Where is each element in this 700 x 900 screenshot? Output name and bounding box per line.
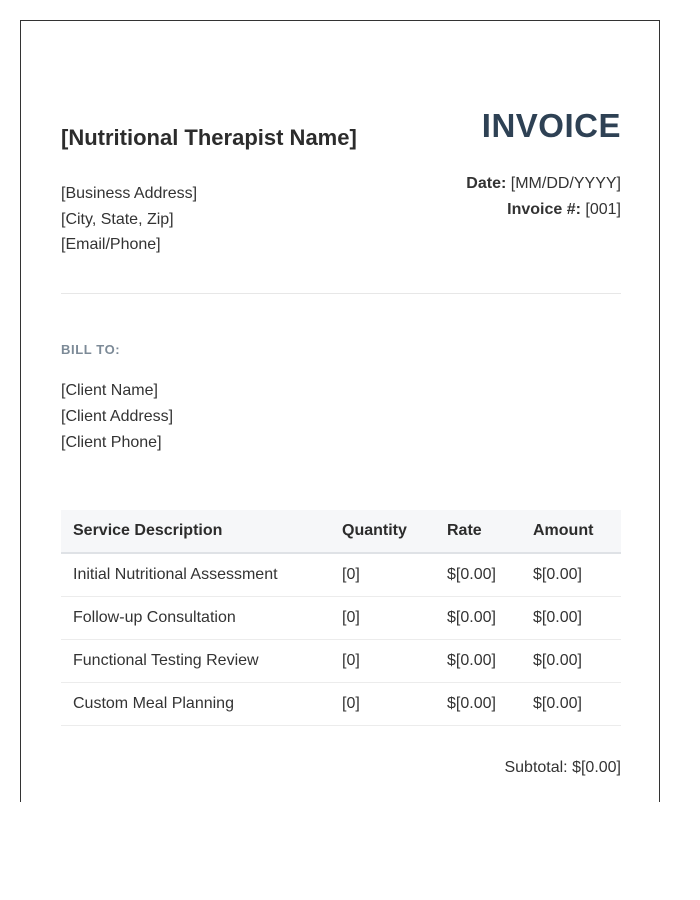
column-header-quantity: Quantity [330,510,435,553]
invoice-meta [466,171,621,223]
service-amount: $[0.00] [521,553,621,597]
invoice-header [61,21,621,293]
client-info [61,378,173,456]
service-description: Functional Testing Review [61,640,330,683]
invoice-number-value: [001] [585,201,621,218]
table-row [61,597,621,640]
business-info [61,181,197,258]
column-header-amount: Amount [521,510,621,553]
column-header-description: Service Description [61,510,330,553]
bill-to-label: BILL TO: [61,342,121,357]
service-amount: $[0.00] [521,597,621,640]
therapist-name: [Nutritional Therapist Name] [61,125,357,150]
service-quantity: [0] [330,683,435,726]
table-header-row [61,510,621,553]
column-header-rate: Rate [435,510,521,553]
service-description: Custom Meal Planning [61,683,330,726]
client-phone: [Client Phone] [61,434,162,451]
business-address: [Business Address] [61,185,198,202]
service-amount: $[0.00] [521,683,621,726]
invoice-date-row [466,171,621,197]
services-table [61,510,621,726]
service-amount: $[0.00] [521,640,621,683]
invoice-page [20,20,660,802]
business-contact: [Email/Phone] [61,236,161,253]
client-address: [Client Address] [61,408,174,425]
service-description: Follow-up Consultation [61,597,330,640]
header-divider [61,293,621,294]
subtotal: Subtotal: $[0.00] [504,759,621,776]
invoice-number-label: Invoice #: [507,201,581,218]
invoice-number-row [466,197,621,223]
business-city-state-zip: [City, State, Zip] [61,210,174,228]
service-rate: $[0.00] [435,553,521,597]
service-rate: $[0.00] [435,597,521,640]
client-name: [Client Name] [61,382,158,399]
service-quantity: [0] [330,553,435,597]
service-rate: $[0.00] [435,640,521,683]
table-row [61,640,621,683]
service-rate: $[0.00] [435,683,521,726]
date-value: [MM/DD/YYYY] [510,175,621,192]
date-label: Date: [466,175,507,192]
invoice-title: INVOICE [481,107,621,144]
service-quantity: [0] [330,597,435,640]
service-quantity: [0] [330,640,435,683]
table-row [61,683,621,726]
invoice-content [61,21,621,776]
service-description: Initial Nutritional Assessment [61,553,330,597]
table-row [61,553,621,597]
